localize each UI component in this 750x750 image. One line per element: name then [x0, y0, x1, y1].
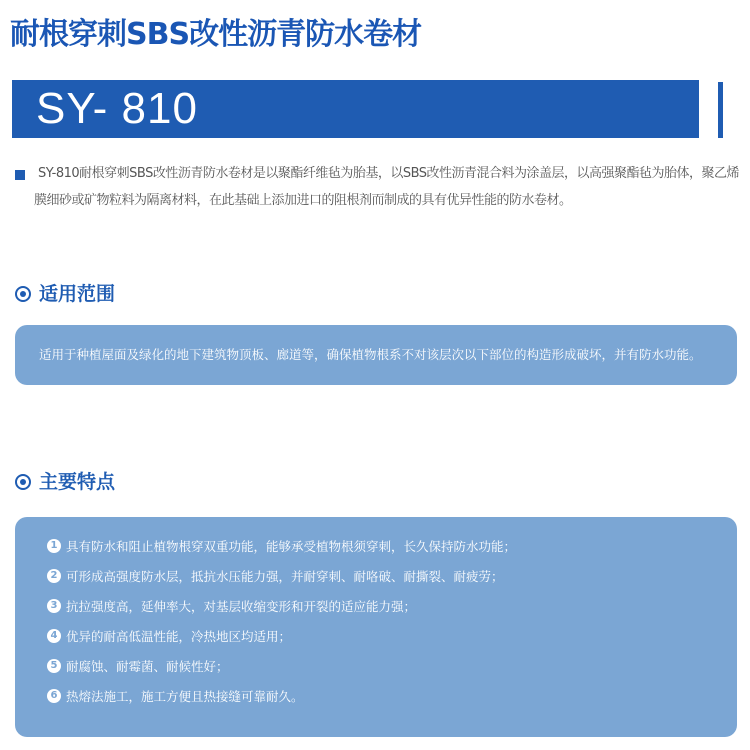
- number-circle-icon: 5: [47, 659, 61, 673]
- feature-text: 抗拉强度高，延伸率大，对基层收缩变形和开裂的适应能力强；: [66, 599, 417, 614]
- feature-item: [47, 531, 737, 561]
- banner-end-stripe: [718, 82, 723, 138]
- feature-text: 可形成高强度防水层，抵抗水压能力强，并耐穿刺、耐咯破、耐撕裂、耐疲劳；: [66, 569, 504, 584]
- application-box: [15, 325, 737, 385]
- application-text: 适用于种植屋面及绿化的地下建筑物顶板、廊道等，确保植物根系不对该层次以下部位的构造形成破坏，并有防水功能。: [39, 347, 702, 362]
- features-section-header: [15, 470, 115, 494]
- model-number: SY- 810: [36, 84, 198, 133]
- feature-text: 耐腐蚀、耐霉菌、耐候性好；: [66, 659, 229, 674]
- application-section-header: [15, 282, 115, 306]
- feature-item: [47, 621, 737, 651]
- application-section-title: 适用范围: [39, 283, 116, 305]
- model-banner: [12, 80, 699, 138]
- feature-item: [47, 651, 737, 681]
- features-box: [15, 517, 737, 737]
- feature-text: 优异的耐高低温性能，冷热地区均适用；: [66, 629, 292, 644]
- feature-item: [47, 591, 737, 621]
- square-bullet-icon: [15, 170, 25, 180]
- features-section-title: 主要特点: [39, 471, 116, 493]
- number-circle-icon: 1: [47, 539, 61, 553]
- number-circle-icon: 4: [47, 629, 61, 643]
- intro-paragraph: SY-810耐根穿刺SBS改性沥青防水卷材是以聚酯纤维毡为胎基，以SBS改性沥青混合料为涂盖层，以高强聚酯毡为胎体，聚乙烯膜细砂或矿物粒料为隔离材料，在此基础上添加进口的阻根剂而制成的具有优异性能的防水卷材。: [34, 166, 740, 208]
- feature-text: 热熔法施工，施工方便且热接缝可靠耐久。: [66, 689, 304, 704]
- page-title: 耐根穿刺SBS改性沥青防水卷材: [10, 17, 422, 52]
- feature-item: [47, 681, 737, 711]
- circle-dot-icon: [15, 286, 31, 302]
- feature-text: 具有防水和阻止植物根穿双重功能，能够承受植物根须穿刺，长久保持防水功能；: [66, 539, 517, 554]
- number-circle-icon: 6: [47, 689, 61, 703]
- number-circle-icon: 2: [47, 569, 61, 583]
- circle-dot-icon: [15, 474, 31, 490]
- feature-item: [47, 561, 737, 591]
- number-circle-icon: 3: [47, 599, 61, 613]
